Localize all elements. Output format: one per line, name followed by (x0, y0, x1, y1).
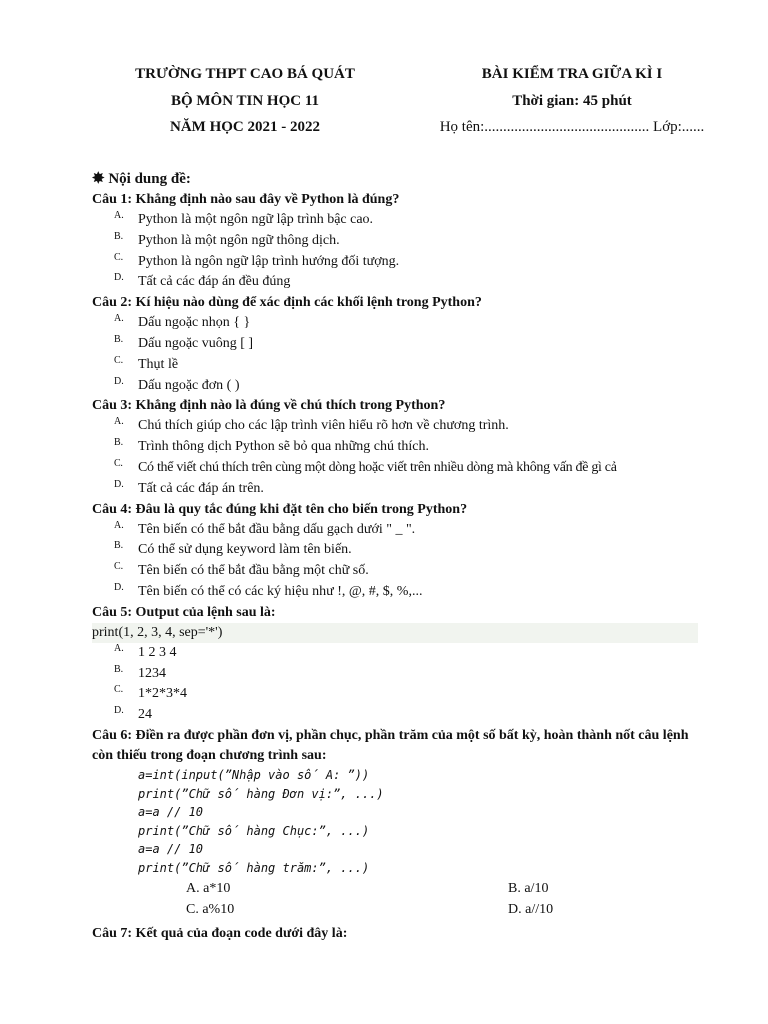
code-snippet: print(1, 2, 3, 4, sep='*') (92, 623, 698, 643)
option-text: Tất cả các đáp án trên. (138, 480, 264, 496)
answer-option-c[interactable] (186, 899, 234, 920)
option-letter: D. (114, 705, 124, 717)
option-letter: C. (114, 457, 123, 469)
option-letter: D. (114, 272, 124, 284)
option-letter: B. (114, 437, 124, 449)
option-text: 1234 (138, 665, 166, 681)
asterisk-bullet-icon: ✸ (92, 171, 105, 187)
question-title: Câu 4: Đâu là quy tắc đúng khi đặt tên cho biến trong Python? (92, 501, 468, 517)
department: BỘ MÔN TIN HỌC 11 (170, 93, 320, 109)
option-letter: B. (114, 540, 124, 552)
option-text: Trình thông dịch Python sẽ bỏ qua những chú thích. (138, 439, 429, 455)
option-text: 1*2*3*4 (138, 686, 187, 702)
question-title: Câu 5: Output của lệnh sau là: (92, 604, 276, 620)
question-title: Câu 6: Điền ra được phần đơn vị, phần chục, phần trăm của một số bất kỳ, hoàn thành nốt câu lệnh còn thiếu trong đoạn chương trình sau: (92, 727, 689, 763)
option-letter: C. (114, 354, 124, 366)
answer-option-b[interactable] (92, 437, 702, 458)
code-line: print(”Chữ số hàng Chục:”, ...) (138, 823, 370, 838)
option-letter: D. (114, 581, 124, 593)
option-text: 1 2 3 4 (138, 644, 177, 660)
answer-option-a[interactable] (92, 520, 702, 541)
answer-option-c[interactable] (92, 355, 702, 376)
code-line: a=a // 10 (138, 805, 204, 820)
option-letter: C. (114, 251, 124, 263)
section-title: Nội dung đề: (108, 171, 191, 187)
exam-title: BÀI KIỂM TRA GIỮA KÌ I (481, 66, 663, 82)
answer-option-b[interactable] (92, 540, 702, 561)
school-year: NĂM HỌC 2021 - 2022 (170, 119, 320, 135)
answer-option-a[interactable] (186, 878, 230, 899)
answer-option-c[interactable] (92, 252, 702, 273)
option-text: Chú thích giúp cho các lập trình viên hiểu rõ hơn về chương trình. (138, 418, 509, 434)
answer-option-a[interactable] (92, 210, 702, 231)
answer-option-c[interactable] (92, 684, 702, 705)
answer-option-d[interactable] (92, 705, 702, 726)
option-letter: A. (114, 416, 124, 428)
question-6 (92, 726, 702, 920)
code-line: print(”Chữ số hàng Đơn vị:”, ...) (138, 786, 384, 801)
option-letter: C. (186, 901, 199, 917)
option-letter: C. (114, 561, 124, 573)
question-title: Câu 2: Kí hiệu nào dùng để xác định các khối lệnh trong Python? (92, 295, 482, 311)
school-name: TRƯỜNG THPT CAO BÁ QUÁT (135, 66, 355, 82)
answer-option-a[interactable] (92, 313, 702, 334)
option-letter: A. (114, 519, 124, 531)
section-heading (92, 168, 702, 190)
answer-option-c[interactable] (92, 561, 702, 582)
answer-option-a[interactable] (92, 416, 702, 437)
option-text: Python là một ngôn ngữ lập trình bậc cao. (138, 212, 374, 227)
question-title: Câu 1: Khẳng định nào sau đây về Python là đúng? (92, 192, 400, 207)
option-letter: B. (114, 230, 124, 242)
option-letter: A. (114, 210, 124, 221)
code-line: a=int(input(”Nhập vào số A: ”)) (138, 767, 370, 782)
option-text: Tên biến có thể bắt đầu bằng một chữ số. (138, 563, 369, 579)
option-text: Tất cả các đáp án đều đúng (138, 274, 291, 290)
answer-option-d[interactable] (92, 582, 702, 603)
option-text: Có thể sử dụng keyword làm tên biến. (138, 542, 352, 558)
question-1 (92, 190, 702, 293)
question-5 (92, 603, 702, 726)
option-text: a*10 (203, 880, 231, 896)
answer-option-d[interactable] (92, 272, 702, 293)
option-letter: B. (508, 880, 521, 896)
option-text: Python là ngôn ngữ lập trình hướng đối tượng. (138, 253, 400, 269)
answer-option-d[interactable] (92, 376, 702, 397)
question-3 (92, 396, 702, 499)
option-letter: D. (114, 478, 124, 490)
code-line: a=a // 10 (138, 842, 204, 857)
answer-options-grid (92, 878, 702, 920)
question-7 (92, 924, 702, 944)
answer-option-b[interactable] (92, 664, 702, 685)
code-line: print(”Chữ số hàng trăm:”, ...) (138, 860, 370, 875)
option-text: Có thể viết chú thích trên cùng một dòng hoặc viết trên nhiều dòng mà không vấn đề gì cả (138, 459, 617, 475)
question-4 (92, 500, 702, 603)
option-letter: B. (114, 663, 124, 675)
option-text: 24 (138, 707, 152, 723)
option-text: a//10 (525, 901, 554, 917)
answer-option-c[interactable] (92, 458, 702, 479)
option-text: a%10 (202, 901, 235, 917)
question-title: Câu 3: Khẳng định nào là đúng về chú thích trong Python? (92, 398, 446, 414)
option-text: Dấu ngoặc đơn ( ) (138, 377, 240, 393)
option-letter: B. (114, 333, 124, 345)
answer-option-d[interactable] (508, 899, 553, 920)
option-text: Thụt lề (138, 356, 179, 372)
answer-option-b[interactable] (508, 878, 548, 899)
option-letter: D. (508, 901, 522, 917)
option-text: Tên biến có thể có các ký hiệu như !, @, #, $, %,... (138, 583, 423, 599)
option-text: a/10 (524, 880, 549, 896)
name-class-line: Họ tên:............................................ Lớp:...... (439, 119, 705, 135)
option-letter: A. (114, 642, 124, 654)
question-2 (92, 293, 702, 396)
exam-duration: Thời gian: 45 phút (512, 93, 632, 109)
exam-content (92, 168, 702, 944)
option-text: Dấu ngoặc nhọn { } (138, 315, 251, 331)
option-letter: D. (114, 375, 124, 387)
answer-option-d[interactable] (92, 479, 702, 500)
option-letter: A. (186, 880, 200, 896)
option-text: Python là một ngôn ngữ thông dịch. (138, 232, 340, 248)
option-text: Tên biến có thể bắt đầu bằng dấu gạch dưới " _ ". (138, 521, 416, 537)
answer-option-b[interactable] (92, 334, 702, 355)
option-letter: C. (114, 684, 124, 696)
option-text: Dấu ngoặc vuông [ ] (138, 335, 254, 351)
option-letter: A. (114, 313, 124, 325)
answer-option-b[interactable] (92, 231, 702, 252)
question-title: Câu 7: Kết quả của đoạn code dưới đây là: (92, 925, 348, 941)
answer-option-a[interactable] (92, 643, 702, 664)
